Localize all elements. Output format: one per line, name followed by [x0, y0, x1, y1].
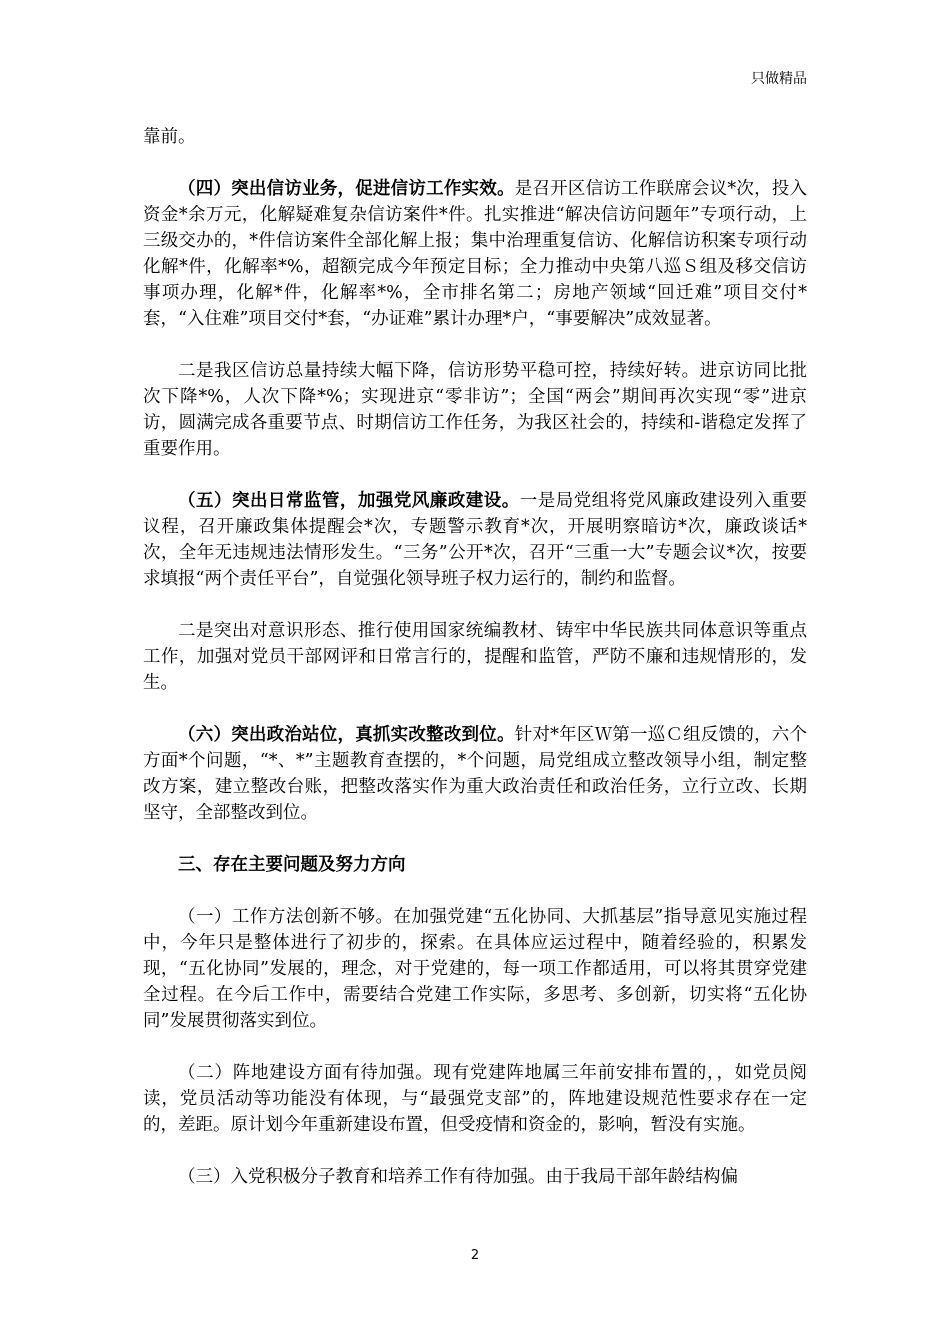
paragraph-lead: （五）突出日常监管，加强党风廉政建设。 [178, 491, 520, 511]
header-note: 只做精品 [751, 71, 807, 87]
document-body [143, 124, 807, 1190]
paragraph-lead: （四）突出信访业务，促进信访工作实效。 [178, 179, 515, 199]
paragraph-text: 一是局党组将党风廉政建设列入重要议程，召开廉政集体提醒会*次，专题警示教育*次，开展明察暗访*次，廉政谈话*次，全年无违规违法情形发生。“三务”公开*次，召开“三重一大”专题会议*次，按要求填报“两个责任平台”，自觉强化领导班子权力运行的，制约和监督。 [143, 491, 808, 589]
paragraph-problem-2 [143, 1060, 807, 1138]
paragraph-lead: （六）突出政治站位，真抓实改整改到位。 [178, 725, 515, 745]
paragraph-text: （一）工作方法创新不够。在加强党建“五化协同、大抓基层”指导意见实施过程中，今年只是整体进行了初步的，探索。在具体应运过程中，随着经验的，积累发现，“五化协同”发展的，理念，对于党建的，每一项工作都适用，可以将其贯穿党建全过程。在今后工作中，需要结合党建工作实际，多思考、多创新，切实将“五化协同”发展贯彻落实到位。 [143, 907, 807, 1031]
paragraph-text: 二是突出对意识形态、推行使用国家统编教材、铸牢中华民族共同体意识等重点工作，加强对党员干部网评和日常言行的，提醒和监管，严防不廉和违规情形的，发生。 [143, 621, 807, 693]
paragraph-problem-1 [143, 904, 807, 1034]
paragraph-section-5 [143, 488, 807, 592]
paragraph-text: 针对*年区Ｗ第一巡Ｃ组反馈的，六个方面*个问题，“*、*”主题教育查摆的，*个问题，局党组成立整改领导小组，制定整改方案，建立整改台账，把整改落实作为重大政治责任和政治任务，立行立改、长期坚守，全部整改到位。 [143, 725, 808, 823]
paragraph-petition-result [143, 358, 807, 462]
paragraph-ideology [143, 618, 807, 696]
paragraph-text: 二是我区信访总量持续大幅下降，信访形势平稳可控，持续好转。进京访同比批次下降*%，人次下降*%；实现进京“零非访”；全国“两会”期间再次实现“零”进京访，圆满完成各重要节点、时期信访工作任务，为我区社会的，持续和-谐稳定发挥了重要作用。 [143, 361, 807, 459]
paragraph-continuation [143, 124, 807, 150]
paragraph-section-6 [143, 722, 807, 826]
paragraph-text: （三）入党积极分子教育和培养工作有待加强。由于我局干部年龄结构偏 [178, 1167, 738, 1187]
paragraph-problem-3 [143, 1164, 807, 1190]
paragraph-text: 靠前。 [143, 127, 196, 147]
paragraph-text: （二）阵地建设方面有待加强。现有党建阵地属三年前安排布置的，，如党员阅读，党员活动等功能没有体现，与“最强党支部”的，阵地建设规范性要求存在一定的，差距。原计划今年重新建设布置，但受疫情和资金的，影响，暂没有实施。 [143, 1063, 807, 1135]
section-title: 三、存在主要问题及努力方向 [178, 855, 406, 875]
paragraph-text: 是召开区信访工作联席会议*次，投入资金*余万元，化解疑难复杂信访案件*件。扎实推进“解决信访问题年”专项行动，上三级交办的，*件信访案件全部化解上报；集中治理重复信访、化解信访积案专项行动化解*件，化解率*%，超额完成今年预定目标；全力推动中央第八巡Ｓ组及移交信访事项办理，化解*件，化解率*%，全市排名第二；房地产领域“回迁难”项目交付*套，“入住难”项目交付*套，“办证难”累计办理*户，“事要解决”成效显著。 [143, 179, 808, 329]
page-number: 2 [470, 1248, 480, 1263]
paragraph-section-4 [143, 176, 807, 332]
